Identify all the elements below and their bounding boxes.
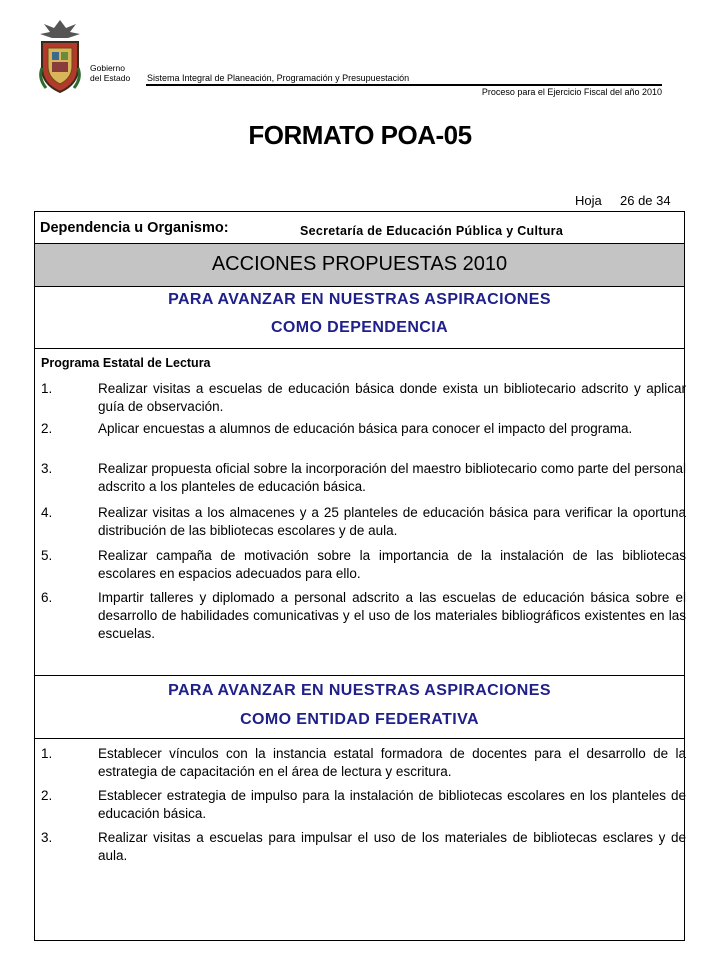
item-text: Realizar visitas a escuelas de educación básica donde exista un bibliotecario adscrito y aplicar guía de observación.: [98, 381, 686, 414]
item-text: Impartir talleres y diplomado a personal adscrito a las escuelas de educación básica sobre el desarrollo de habilidades comunicativas y el uso de los materiales bibliográficos existentes en las escuelas.: [98, 590, 686, 641]
item-text: Realizar campaña de motivación sobre la importancia de la instalación de las bibliotecas escolares en espacios adecuados para ello.: [98, 548, 686, 581]
gobierno-label: Gobierno: [90, 63, 125, 73]
section1-title-line2: COMO DEPENDENCIA: [270, 319, 449, 336]
section1-title-line1: PARA AVANZAR EN NUESTRAS ASPIRACIONES: [168, 291, 551, 308]
dependencia-label: Dependencia u Organismo:: [40, 220, 229, 236]
item-text: Aplicar encuestas a alumnos de educación básica para conocer el impacto del programa.: [98, 421, 633, 436]
item-text: Establecer estrategia de impulso para la instalación de bibliotecas escolares en los planteles de educación básica.: [98, 788, 686, 821]
item-text: Realizar visitas a los almacenes y a 25 planteles de educación básica para verificar la oportuna distribución de las bibliotecas escolares y de aula.: [98, 505, 686, 538]
header-rule: [146, 84, 662, 86]
page-title: FORMATO POA-05: [248, 120, 472, 150]
del-estado-label: del Estado: [90, 73, 131, 83]
section1-divider: [34, 348, 685, 349]
section2-divider: [34, 738, 685, 739]
item-number: 3.: [41, 830, 53, 845]
item-number: 6.: [41, 590, 53, 605]
section2-title-line1: PARA AVANZAR EN NUESTRAS ASPIRACIONES: [168, 682, 551, 699]
section2-title-line2: COMO ENTIDAD FEDERATIVA: [240, 711, 479, 728]
form-bottom-border: [34, 940, 685, 941]
page-label: Hoja: [575, 193, 602, 208]
item-number: 2.: [41, 421, 53, 436]
item-text: Realizar propuesta oficial sobre la incorporación del maestro bibliotecario como parte del personal adscrito a los planteles de educación básica.: [98, 461, 686, 494]
dependencia-value: Secretaría de Educación Pública y Cultura: [300, 224, 564, 238]
item-number: 2.: [41, 788, 53, 803]
item-number: 3.: [41, 461, 53, 476]
section2-divider-top: [34, 675, 685, 676]
system-name: Sistema Integral de Planeación, Programación y Presupuestación: [147, 73, 410, 83]
item-number: 5.: [41, 548, 53, 563]
item-number: 1.: [41, 746, 53, 761]
item-text: Establecer vínculos con la instancia estatal formadora de docentes para el desarrollo de la estrategia de capacitación en el área de lectura y escritura.: [98, 746, 686, 779]
item-number: 1.: [41, 381, 53, 396]
item-number: 4.: [41, 505, 53, 520]
state-crest-logo: [36, 18, 84, 96]
item-text: Realizar visitas a escuelas para impulsar el uso de los materiales de bibliotecas esclares y de aula.: [98, 830, 686, 863]
program-name: Programa Estatal de Lectura: [41, 356, 211, 370]
process-label: Proceso para el Ejercicio Fiscal del año 2010: [481, 87, 662, 97]
band-title: ACCIONES PROPUESTAS 2010: [211, 253, 508, 275]
page-number: 26 de 34: [620, 193, 671, 208]
